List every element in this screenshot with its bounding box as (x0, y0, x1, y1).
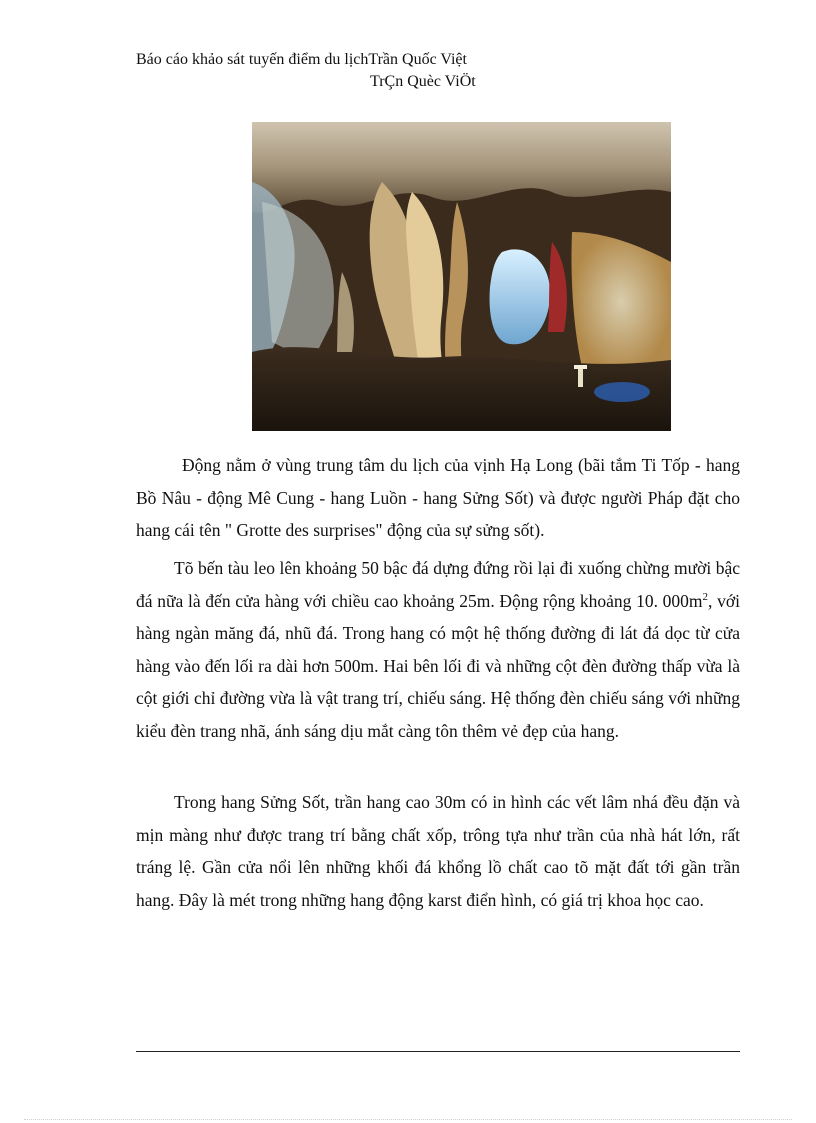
paragraph-intro: Động nằm ở vùng trung tâm du lịch của vịnh Hạ Long (bãi tắm Ti Tốp - hang Bồ Nâu - động Mê Cung - hang Luồn - hang Sửng Sốt) và được người Pháp đặt cho hang cái tên " Grotte des surprises" động của sự sửng sốt). (136, 455, 740, 541)
paragraph-ceiling: Trong hang Sửng Sốt, trần hang cao 30m có in hình các vết lâm nhá đều đặn và mịn màng như được trang trí bằng chất xốp, trông tựa như trần của nhà hát lớn, rất tráng lệ. Gần cửa nổi lên những khối đá khổng lồ chất cao tõ mặt đất tới gần trần hang. Đây là mét trong những hang động karst điển hình, có giá trị khoa học cao. (136, 792, 740, 910)
page-header-garbled: TrÇn Quèc ViÖt (370, 73, 476, 90)
page-header: Báo cáo khảo sát tuyến điểm du lịchTrần Quốc Việt (136, 51, 467, 68)
page-edge-divider (24, 1119, 792, 1120)
paragraph-access-text: Tõ bến tàu leo lên khoảng 50 bậc đá dựng đứng rồi lại đi xuống chừng mười bậc đá nữa là đến cửa hàng với chiều cao khoảng 25m. Động rộng khoảng 10. 000m (136, 558, 740, 611)
superscript-squared: 2 (702, 590, 709, 603)
paragraph-access (136, 552, 740, 748)
cave-photo (252, 122, 671, 431)
paragraph-access-text-cont: , với hàng ngàn măng đá, nhũ đá. Trong hang có một hệ thống đường đi lát đá dọc từ cửa hàng vào đến lối ra dài hơn 500m. Hai bên lối đi và những cột đèn đường thấp vừa là cột giới chỉ đường vừa là vật trang trí, chiếu sáng. Hệ thống đèn chiếu sáng với những kiểu đèn trang nhã, ánh sáng dịu mắt càng tôn thêm vẻ đẹp của hang. (136, 590, 740, 741)
footer-rule (136, 1051, 740, 1052)
cave-photo-image (252, 122, 671, 431)
